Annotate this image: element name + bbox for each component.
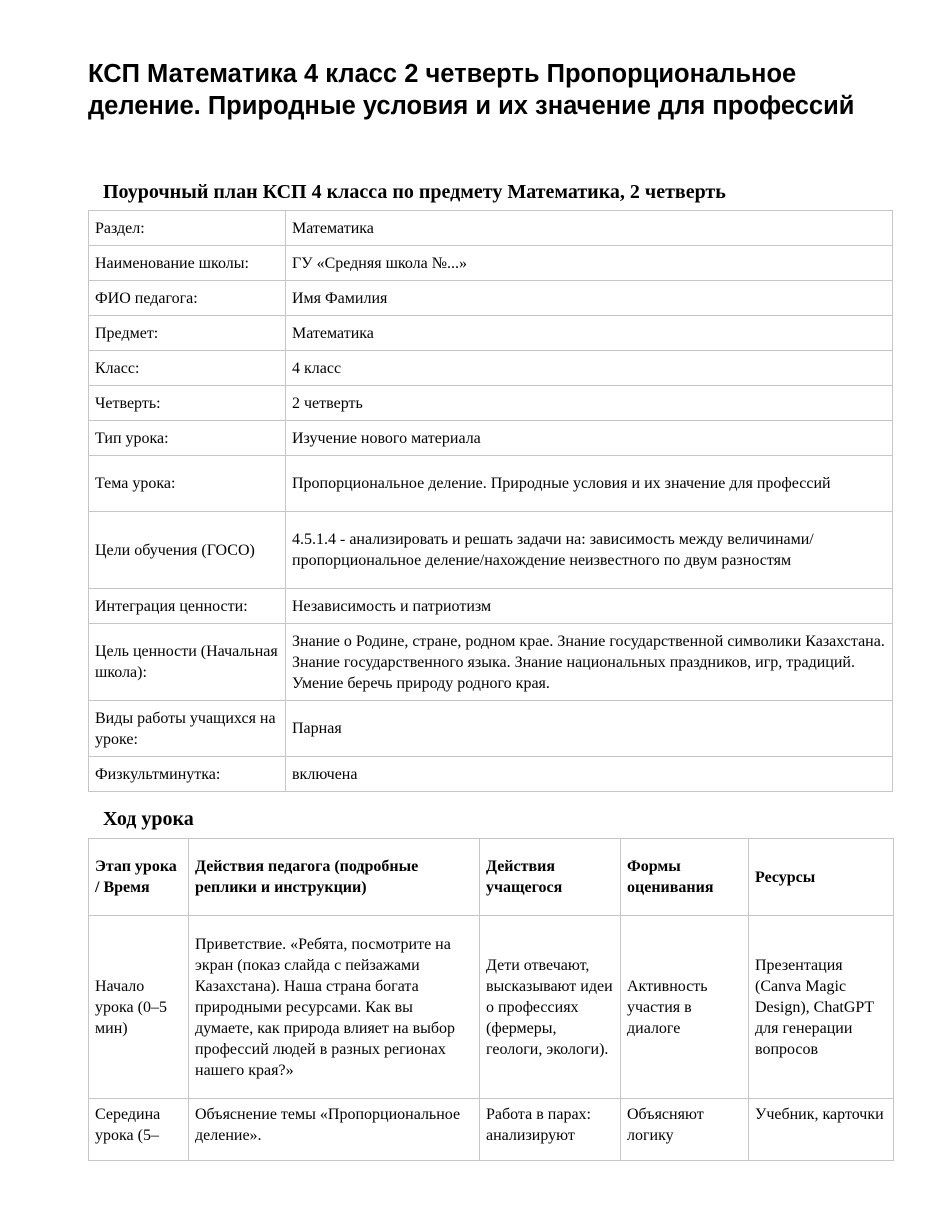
column-header-stage: Этап урока / Время	[89, 839, 189, 916]
student-actions-cell: Работа в парах: анализируют	[480, 1099, 621, 1161]
row-value: 4 класс	[286, 351, 893, 386]
row-value: Математика	[286, 211, 893, 246]
row-label: ФИО педагога:	[89, 281, 286, 316]
row-label: Физкультминутка:	[89, 757, 286, 792]
table-row	[89, 512, 893, 589]
student-actions-cell: Дети отвечают, высказывают идеи о профессиях (фермеры, геологи, экологи).	[480, 916, 621, 1099]
row-value: включена	[286, 757, 893, 792]
table-row	[89, 421, 893, 456]
table-row	[89, 211, 893, 246]
stage-cell: Середина урока (5–	[89, 1099, 189, 1161]
row-label: Наименование школы:	[89, 246, 286, 281]
row-value: Независимость и патриотизм	[286, 589, 893, 624]
row-value: ГУ «Средняя школа №...»	[286, 246, 893, 281]
column-header-student-actions: Действия учащегося	[480, 839, 621, 916]
row-value: 2 четверть	[286, 386, 893, 421]
row-label: Интеграция ценности:	[89, 589, 286, 624]
row-value: Знание о Родине, стране, родном крае. Знание государственной символики Казахстана. Знание государственного языка. Знание национальных праздников, игр, традиций. Умение беречь природу родного края.	[286, 624, 893, 701]
assessment-cell: Объясняют логику	[621, 1099, 749, 1161]
row-label: Предмет:	[89, 316, 286, 351]
column-header-assessment: Формы оценивания	[621, 839, 749, 916]
row-label: Тема урока:	[89, 456, 286, 512]
teacher-actions-cell: Приветствие. «Ребята, посмотрите на экран (показ слайда с пейзажами Казахстана). Наша страна богата природными ресурсами. Как вы думаете, как природа влияет на выбор профессий людей в разных регионах нашего края?»	[189, 916, 480, 1099]
table-row	[89, 916, 894, 1099]
row-value: Имя Фамилия	[286, 281, 893, 316]
table-row	[89, 757, 893, 792]
row-label: Раздел:	[89, 211, 286, 246]
row-label: Виды работы учащихся на уроке:	[89, 701, 286, 757]
resources-cell: Учебник, карточки	[749, 1099, 894, 1161]
lesson-flow-heading: Ход урока	[103, 808, 194, 830]
row-label: Цель ценности (Начальная школа):	[89, 624, 286, 701]
row-value: Пропорциональное деление. Природные условия и их значение для профессий	[286, 456, 893, 512]
resources-cell: Презентация (Canva Magic Design), ChatGPT для генерации вопросов	[749, 916, 894, 1099]
row-label: Четверть:	[89, 386, 286, 421]
table-row	[89, 281, 893, 316]
row-label: Тип урока:	[89, 421, 286, 456]
column-header-teacher-actions: Действия педагога (подробные реплики и инструкции)	[189, 839, 480, 916]
table-row	[89, 316, 893, 351]
table-row	[89, 701, 893, 757]
row-value: Изучение нового материала	[286, 421, 893, 456]
lesson-flow-table	[88, 838, 894, 1161]
table-row	[89, 1099, 894, 1161]
table-row	[89, 456, 893, 512]
table-row	[89, 386, 893, 421]
column-header-resources: Ресурсы	[749, 839, 894, 916]
table-header-row	[89, 839, 894, 916]
row-label: Класс:	[89, 351, 286, 386]
table-row	[89, 589, 893, 624]
row-value: Парная	[286, 701, 893, 757]
plan-heading: Поурочный план КСП 4 класса по предмету Математика, 2 четверть	[103, 181, 726, 203]
table-row	[89, 246, 893, 281]
document-title: КСП Математика 4 класс 2 четверть Пропорциональное деление. Природные условия и их значение для профессий	[88, 60, 855, 120]
table-row	[89, 624, 893, 701]
table-row	[89, 351, 893, 386]
row-value: Математика	[286, 316, 893, 351]
stage-cell: Начало урока (0–5 мин)	[89, 916, 189, 1099]
row-value: 4.5.1.4 - анализировать и решать задачи на: зависимость между величинами/ пропорциональное деление/нахождение неизвестного по двум разностям	[286, 512, 893, 589]
lesson-info-table	[88, 210, 893, 792]
assessment-cell: Активность участия в диалоге	[621, 916, 749, 1099]
row-label: Цели обучения (ГОСО)	[89, 512, 286, 589]
teacher-actions-cell: Объяснение темы «Пропорциональное деление».	[189, 1099, 480, 1161]
